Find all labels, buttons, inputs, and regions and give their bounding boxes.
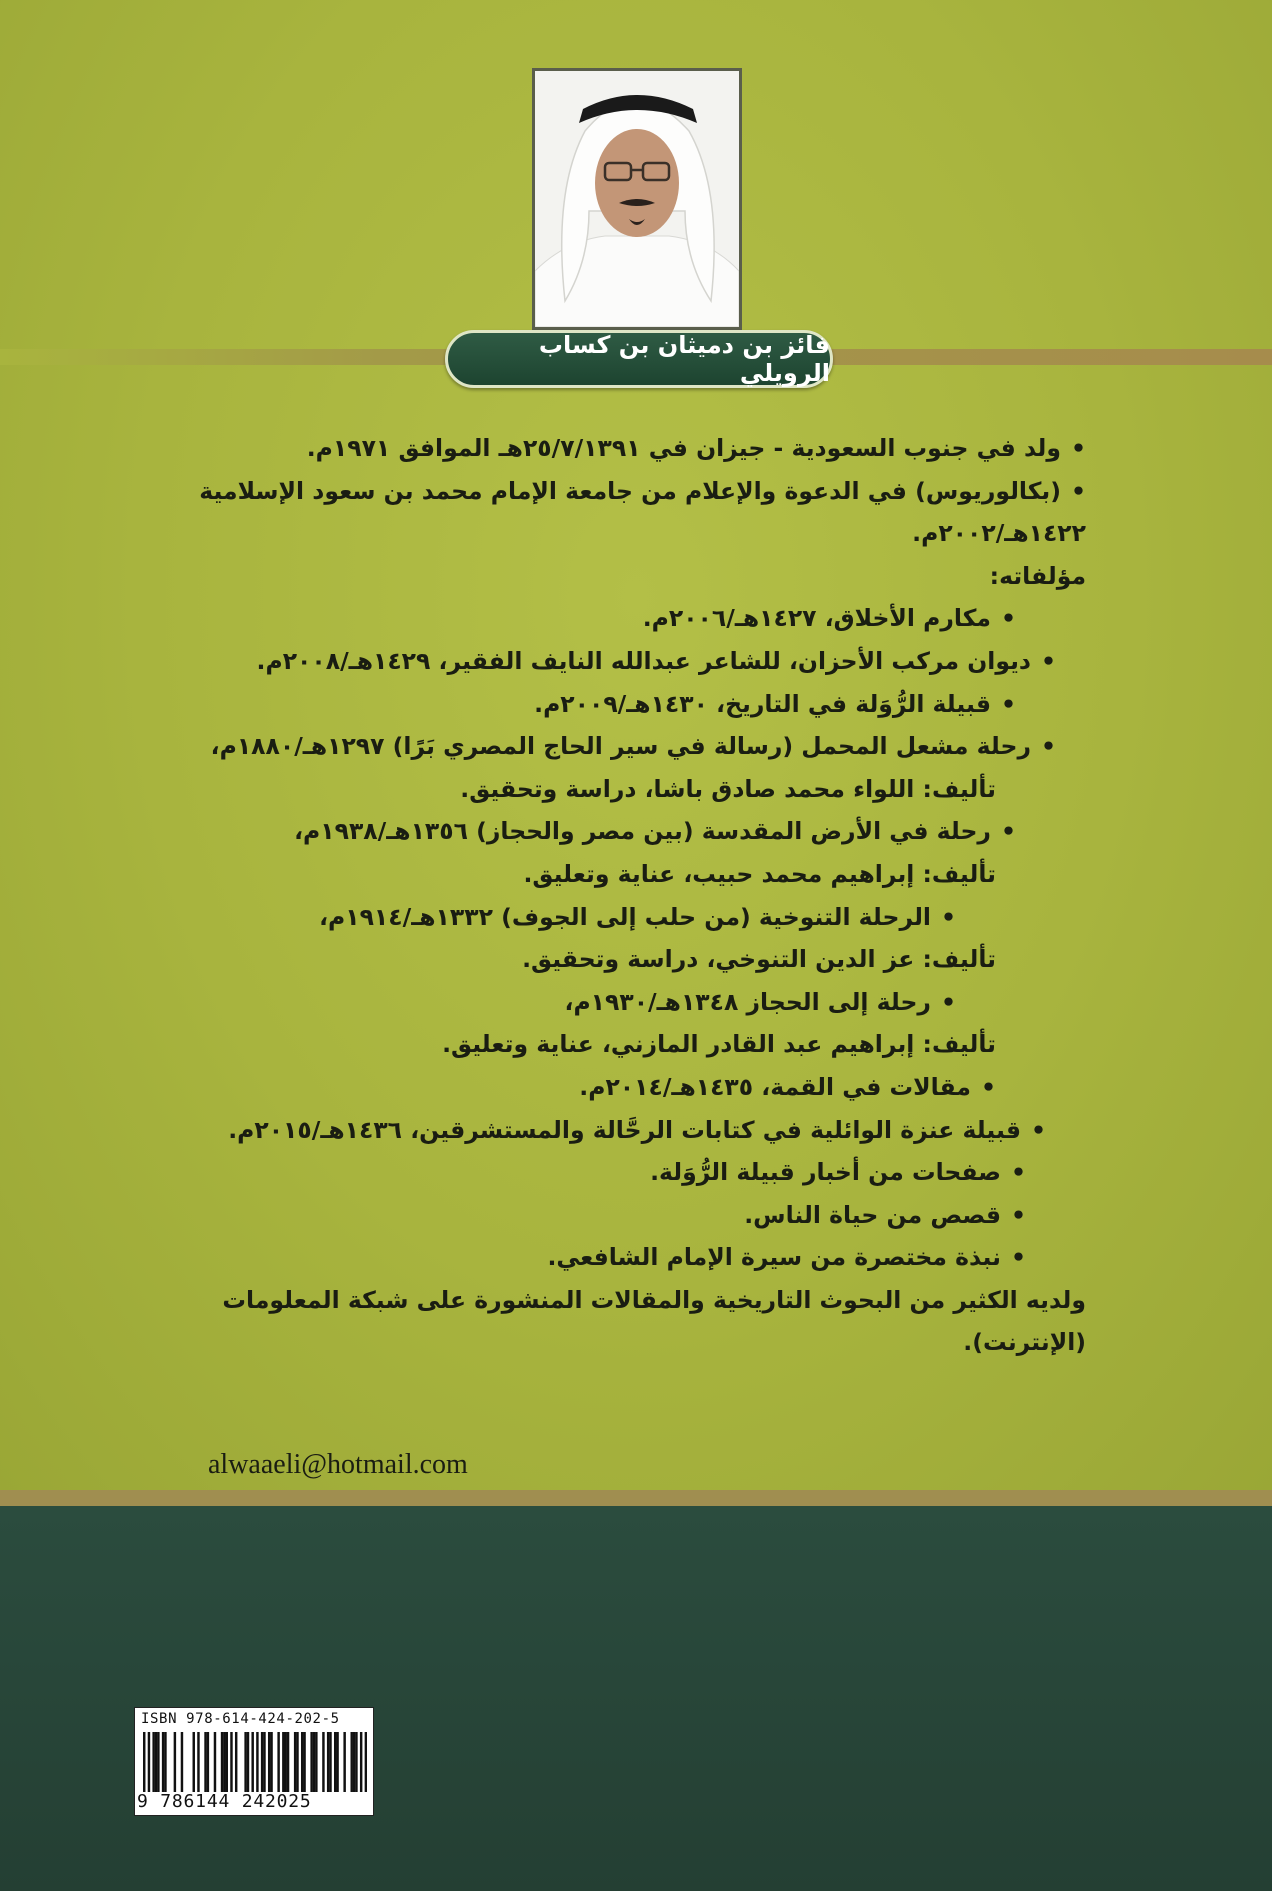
author-name-badge: فائز بن دميثان بن كساب الرويلي (445, 330, 833, 388)
barcode-bar (174, 1732, 176, 1792)
barcode-bar (350, 1732, 352, 1792)
barcode-bar (303, 1732, 305, 1792)
divider-rule (0, 1490, 1272, 1506)
works-heading: مؤلفاته: (989, 561, 1086, 590)
barcode-bar (315, 1732, 317, 1792)
work-item: • نبذة مختصرة من سيرة الإمام الشافعي. (190, 1236, 1086, 1279)
barcode-bar (197, 1732, 199, 1792)
bio-closing: ولديه الكثير من البحوث التاريخية والمقالات المنشورة على شبكة المعلومات (222, 1285, 1086, 1314)
barcode-bar (221, 1732, 223, 1792)
barcode-bar (204, 1732, 206, 1792)
isbn-barcode (134, 1707, 374, 1816)
bio-degree-date: ١٤٢٢هـ/٢٠٠٢م. (912, 519, 1086, 548)
work-item: • مكارم الأخلاق، ١٤٢٧هـ/٢٠٠٦م. (190, 597, 1086, 640)
work-credit: تأليف: عز الدين التنوخي، دراسة وتحقيق. (522, 945, 996, 974)
barcode-bar (256, 1732, 258, 1792)
work-item: • الرحلة التنوخية (من حلب إلى الجوف) ١٣٣٢هـ/١٩١٤م، (190, 896, 1086, 939)
barcode-bar (193, 1732, 195, 1792)
barcode-bar (263, 1732, 265, 1792)
author-email: alwaaeli@hotmail.com (208, 1449, 468, 1480)
work-item: • مقالات في القمة، ١٤٣٥هـ/٢٠١٤م. (190, 1066, 1086, 1109)
barcode-bar (287, 1732, 289, 1792)
barcode-bar (181, 1732, 183, 1792)
barcode-bar (360, 1732, 362, 1792)
author-photo (532, 68, 742, 330)
barcode-bar (226, 1732, 228, 1792)
barcode-bar (268, 1732, 270, 1792)
author-bio (190, 427, 1086, 1364)
work-item: • رحلة مشعل المحمل (رسالة في سير الحاج المصري بَرًا) ١٢٩٧هـ/١٨٨٠م، (190, 725, 1086, 768)
barcode-bar (148, 1732, 150, 1792)
barcode-bar (157, 1732, 159, 1792)
barcode-bar (301, 1732, 303, 1792)
work-credit: تأليف: اللواء محمد صادق باشا، دراسة وتحقيق. (460, 774, 996, 803)
barcode-bar (313, 1732, 315, 1792)
barcode-bar (327, 1732, 329, 1792)
barcode-bar (261, 1732, 263, 1792)
barcode-bar (310, 1732, 312, 1792)
barcode-bar (277, 1732, 279, 1792)
work-item: • رحلة في الأرض المقدسة (بين مصر والحجاز) ١٣٥٦هـ/١٩٣٨م، (190, 810, 1086, 853)
barcode-bar (284, 1732, 286, 1792)
barcode-bar (270, 1732, 272, 1792)
work-item: • صفحات من أخبار قبيلة الرُّوَلة. (190, 1151, 1086, 1194)
barcode-bar (214, 1732, 216, 1792)
isbn-label: ISBN 978-614-424-202-5 (141, 1711, 340, 1727)
barcode-bar (244, 1732, 246, 1792)
work-item: • قبيلة الرُّوَلة في التاريخ، ١٤٣٠هـ/٢٠٠٩م. (190, 683, 1086, 726)
barcode-bar (322, 1732, 324, 1792)
barcode-bar (155, 1732, 157, 1792)
bio-degree: • (بكالوريوس) في الدعوة والإعلام من جامعة الإمام محمد بن سعود الإسلامية (190, 470, 1086, 513)
barcode-bar (152, 1732, 154, 1792)
barcode-bars (143, 1732, 367, 1792)
barcode-bar (296, 1732, 298, 1792)
barcode-bar (251, 1732, 253, 1792)
bottom-panel (0, 1506, 1272, 1891)
barcode-bar (247, 1732, 249, 1792)
barcode-bar (143, 1732, 145, 1792)
barcode-bar (334, 1732, 336, 1792)
barcode-bar (336, 1732, 338, 1792)
bio-born: • ولد في جنوب السعودية - جيزان في ٢٥/٧/١٣٩١هـ الموافق ١٩٧١م. (190, 427, 1086, 470)
barcode-bar (282, 1732, 284, 1792)
work-item: • رحلة إلى الحجاز ١٣٤٨هـ/١٩٣٠م، (190, 981, 1086, 1024)
bio-closing-cont: (الإنترنت). (963, 1328, 1086, 1357)
barcode-bar (207, 1732, 209, 1792)
work-item: • قصص من حياة الناس. (190, 1194, 1086, 1237)
barcode-bar (329, 1732, 331, 1792)
barcode-bar (353, 1732, 355, 1792)
barcode-bar (235, 1732, 237, 1792)
barcode-bar (355, 1732, 357, 1792)
barcode-bar (230, 1732, 232, 1792)
work-credit: تأليف: إبراهيم محمد حبيب، عناية وتعليق. (523, 859, 996, 888)
work-credit: تأليف: إبراهيم عبد القادر المازني، عناية وتعليق. (442, 1030, 996, 1059)
work-item: • قبيلة عنزة الوائلية في كتابات الرحَّالة والمستشرقين، ١٤٣٦هـ/٢٠١٥م. (190, 1109, 1086, 1152)
barcode-bar (164, 1732, 166, 1792)
isbn-digits: 9 786144 242025 (137, 1791, 312, 1812)
barcode-bar (223, 1732, 225, 1792)
barcode-bar (294, 1732, 296, 1792)
barcode-bar (343, 1732, 345, 1792)
barcode-bar (162, 1732, 164, 1792)
work-item: • ديوان مركب الأحزان، للشاعر عبدالله النايف الفقير، ١٤٢٩هـ/٢٠٠٨م. (190, 640, 1086, 683)
barcode-bar (365, 1732, 367, 1792)
